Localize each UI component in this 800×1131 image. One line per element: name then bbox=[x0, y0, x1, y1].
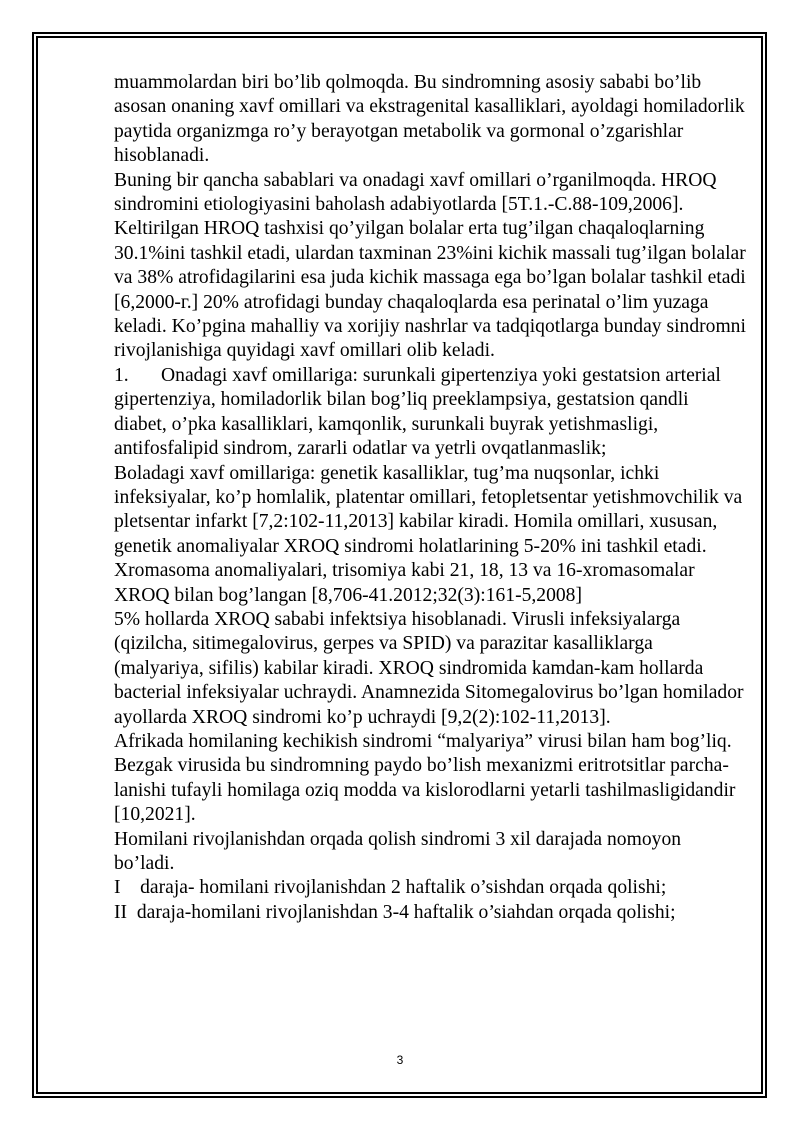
paragraph: Homilani rivojlanishdan orqada qolish sindromi 3 xil darajada nomoyon bo’ladi. bbox=[114, 828, 682, 874]
paragraph: Boladagi xavf omillariga: genetik kasalliklar, tug’ma nuqsonlar, ichki infeksiyalar, ko’p homlalik, platentar omillari, fetopletsentar yetishmovchilik va pletsentar infarkt [7,2:102-11,2013] kabilar kiradi. Homila omillari, xususan, genetik anomaliyalar XROQ sindromi holatlarining 5-20% ini tashkil etadi. Xromasoma anomaliyalari, trisomiya kabi 21, 18, 13 va 16-xromasomalar XROQ bilan bog’langan [8,706-41.2012;32(3):161-5,2008] bbox=[114, 462, 743, 606]
list-item bbox=[114, 364, 746, 462]
paragraph: Buning bir qancha sabablari va onadagi xavf omillari o’rganilmoqda. HROQ sindromini etiologiyasini baholash adabiyotlarda [5T.1.-C.88-109,2006]. Keltirilgan HROQ tashxisi qo’yilgan bolalar erta tug’ilgan chaqaloqlarning 30.1%ini tashkil etadi, ulardan taxminan 23%ini kichik massali tug’ilgan bolalar va 38% atrofidagilarini esa juda kichik massaga ega bo’lgan bolalar tashkil etadi [6,2000-г.] 20% atrofidagi bunday chaqaloqlarda esa perinatal o’lim yuzaga keladi. Ko’pgina mahalliy va xorijiy nashrlar va tadqiqotlarga bunday sindromni rivojlanishiga quyidagi xavf omillari olib keladi. bbox=[114, 169, 746, 362]
paragraph: II daraja-homilani rivojlanishdan 3-4 haftalik o’siahdan orqada qolishi; bbox=[114, 901, 676, 923]
list-item-text: Onadagi xavf omillariga: surunkali gipertenziya yoki gestatsion arterial gipertenziya, homiladorlik bilan bog’liq preeklampsiya, gestatsion qandli diabet, o’pka kasalliklari, kamqonlik, surunkali buyrak yetishmasligi, antifosfalipid sindrom, zararli odatlar va yetrli ovqatlanmaslik; bbox=[114, 364, 721, 460]
paragraph: Afrikada homilaning kechikish sindromi “malyariya” virusi bilan ham bog’liq. Bezgak virusida bu sindromning paydo bo’lish mexanizmi eritrotsitlar parcha-lanishi tufayli homilaga oziq modda va kislorodlarni yetarli tashilmasligidandir [10,2021]. bbox=[114, 730, 736, 826]
page-number: 3 bbox=[396, 1053, 404, 1067]
paragraph: muammolardan biri bo’lib qolmoqda. Bu sindromning asosiy sababi bo’lib asosan onaning xavf omillari va ekstragenital kasalliklari, ayoldagi homiladorlik paytida organizmga ro’y berayotgan metabolik va gormonal o’zgarishlar hisoblanadi. bbox=[114, 72, 745, 167]
paragraph: I daraja- homilani rivojlanishdan 2 haftalik o’sishdan orqada qolishi; bbox=[114, 877, 667, 899]
list-item-number: 1. bbox=[114, 364, 129, 386]
document-body bbox=[114, 71, 746, 925]
paragraph: 5% hollarda XROQ sababi infektsiya hisoblanadi. Virusli infeksiyalarga (qizilcha, sitimegalovirus, gerpes va SPID) va parazitar kasalliklarga (malyariya, sifilis) kabilar kiradi. XROQ sindromida kamdan-kam hollarda bacterial infeksiyalar uchraydi. Anamnezida Sitomegalovirus bo’lgan homilador ayollarda XROQ sindromi ko’p uchraydi [9,2(2):102-11,2013]. bbox=[114, 608, 744, 728]
